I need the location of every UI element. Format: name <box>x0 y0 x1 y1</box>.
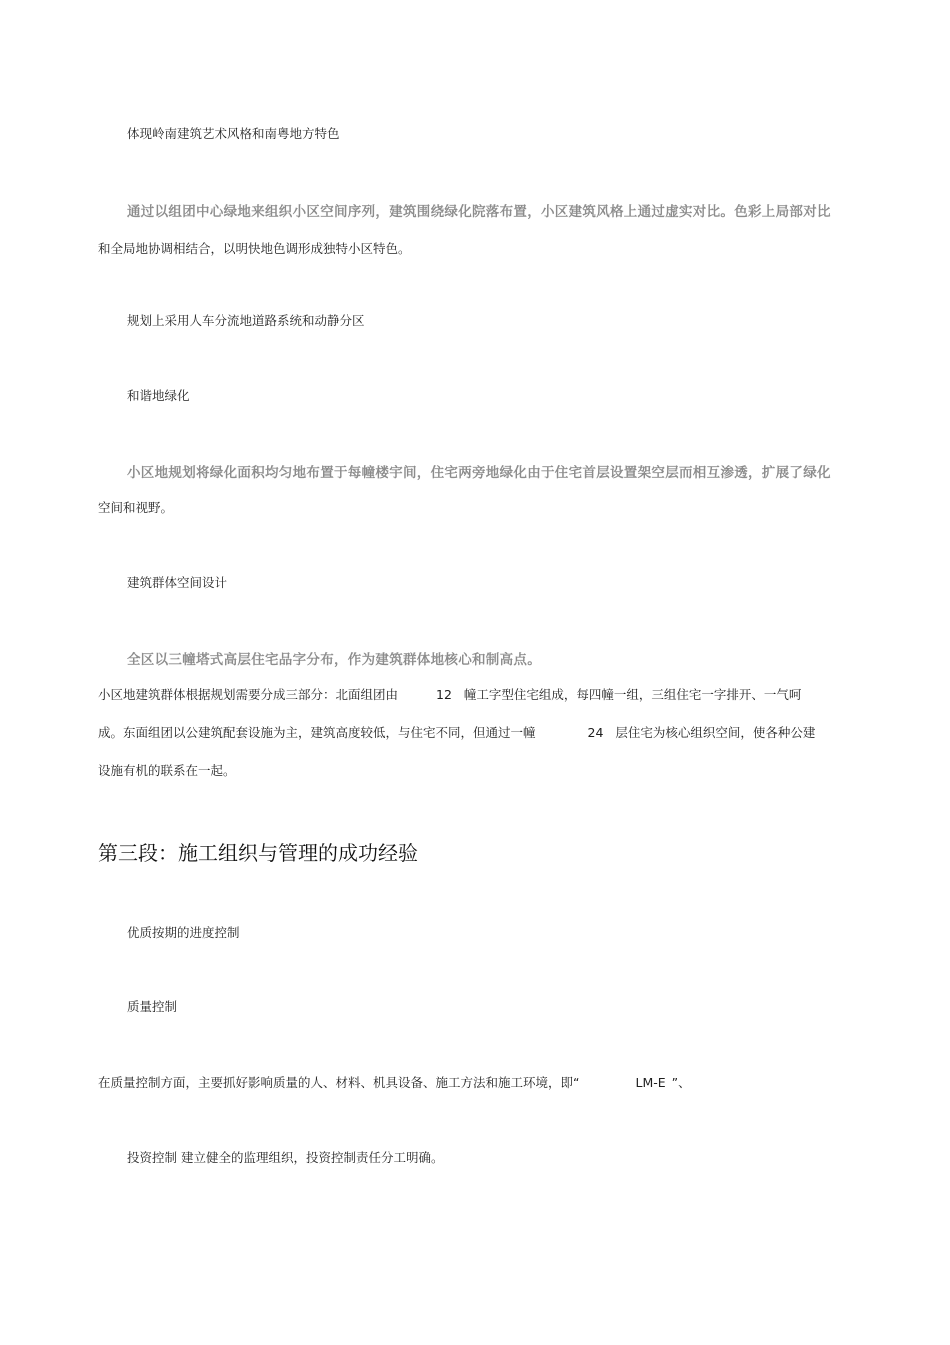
paragraph-investment-control: 投资控制 建立健全的监理组织，投资控制责任分工明确。 <box>127 1150 444 1165</box>
number-twelve: 12 <box>436 687 452 702</box>
subheading-schedule-control: 优质按期的进度控制 <box>127 925 240 940</box>
text-fragment: 层住宅为核心组织空间，使各种公建 <box>615 725 816 740</box>
text-fragment: ”、 <box>671 1075 691 1090</box>
subheading-traffic-separation: 规划上采用人车分流地道路系统和动静分区 <box>127 313 365 328</box>
text-fragment: 成。东面组团以公建筑配套设施为主，建筑高度较低，与住宅不同，但通过一幢 <box>98 725 536 740</box>
section-heading-third: 第三段：施工组织与管理的成功经验 <box>98 841 418 865</box>
paragraph-three-parts-line1 <box>98 687 801 703</box>
paragraph-tower-layout: 全区以三幢塔式高层住宅品字分布，作为建筑群体地核心和制高点。 <box>127 652 541 668</box>
text-fragment: 在质量控制方面，主要抓好影响质量的人、材料、机具设备、施工方法和施工环境，即“ <box>98 1075 580 1090</box>
subheading-harmonious-greening: 和谐地绿化 <box>127 388 190 403</box>
paragraph-space-sequence-line1: 通过以组团中心绿地来组织小区空间序列，建筑围绕绿化院落布置，小区建筑风格上通过虚实对比。色彩上局部对比 <box>127 204 831 220</box>
paragraph-three-parts-line3: 设施有机的联系在一起。 <box>98 763 236 778</box>
text-fragment: 幢工字型住宅组成，每四幢一组，三组住宅一字排开、一气呵 <box>463 687 802 702</box>
paragraph-three-parts-line2 <box>98 725 815 741</box>
acronym-lme: LM-E <box>635 1075 666 1090</box>
subheading-lingnan-style: 体现岭南建筑艺术风格和南粤地方特色 <box>127 126 340 141</box>
text-fragment: 小区地建筑群体根据规划需要分成三部分：北面组团由 <box>98 687 399 702</box>
paragraph-quality-control <box>98 1075 691 1091</box>
paragraph-greening-line1: 小区地规划将绿化面积均匀地布置于每幢楼宇间，住宅两旁地绿化由于住宅首层设置架空层而相互渗透，扩展了绿化 <box>127 465 831 481</box>
paragraph-space-sequence-line2: 和全局地协调相结合，以明快地色调形成独特小区特色。 <box>98 241 411 256</box>
subheading-quality-control: 质量控制 <box>127 999 178 1014</box>
subheading-building-group-design: 建筑群体空间设计 <box>127 575 228 590</box>
paragraph-greening-line2: 空间和视野。 <box>98 500 174 515</box>
number-twenty-four: 24 <box>587 725 604 740</box>
